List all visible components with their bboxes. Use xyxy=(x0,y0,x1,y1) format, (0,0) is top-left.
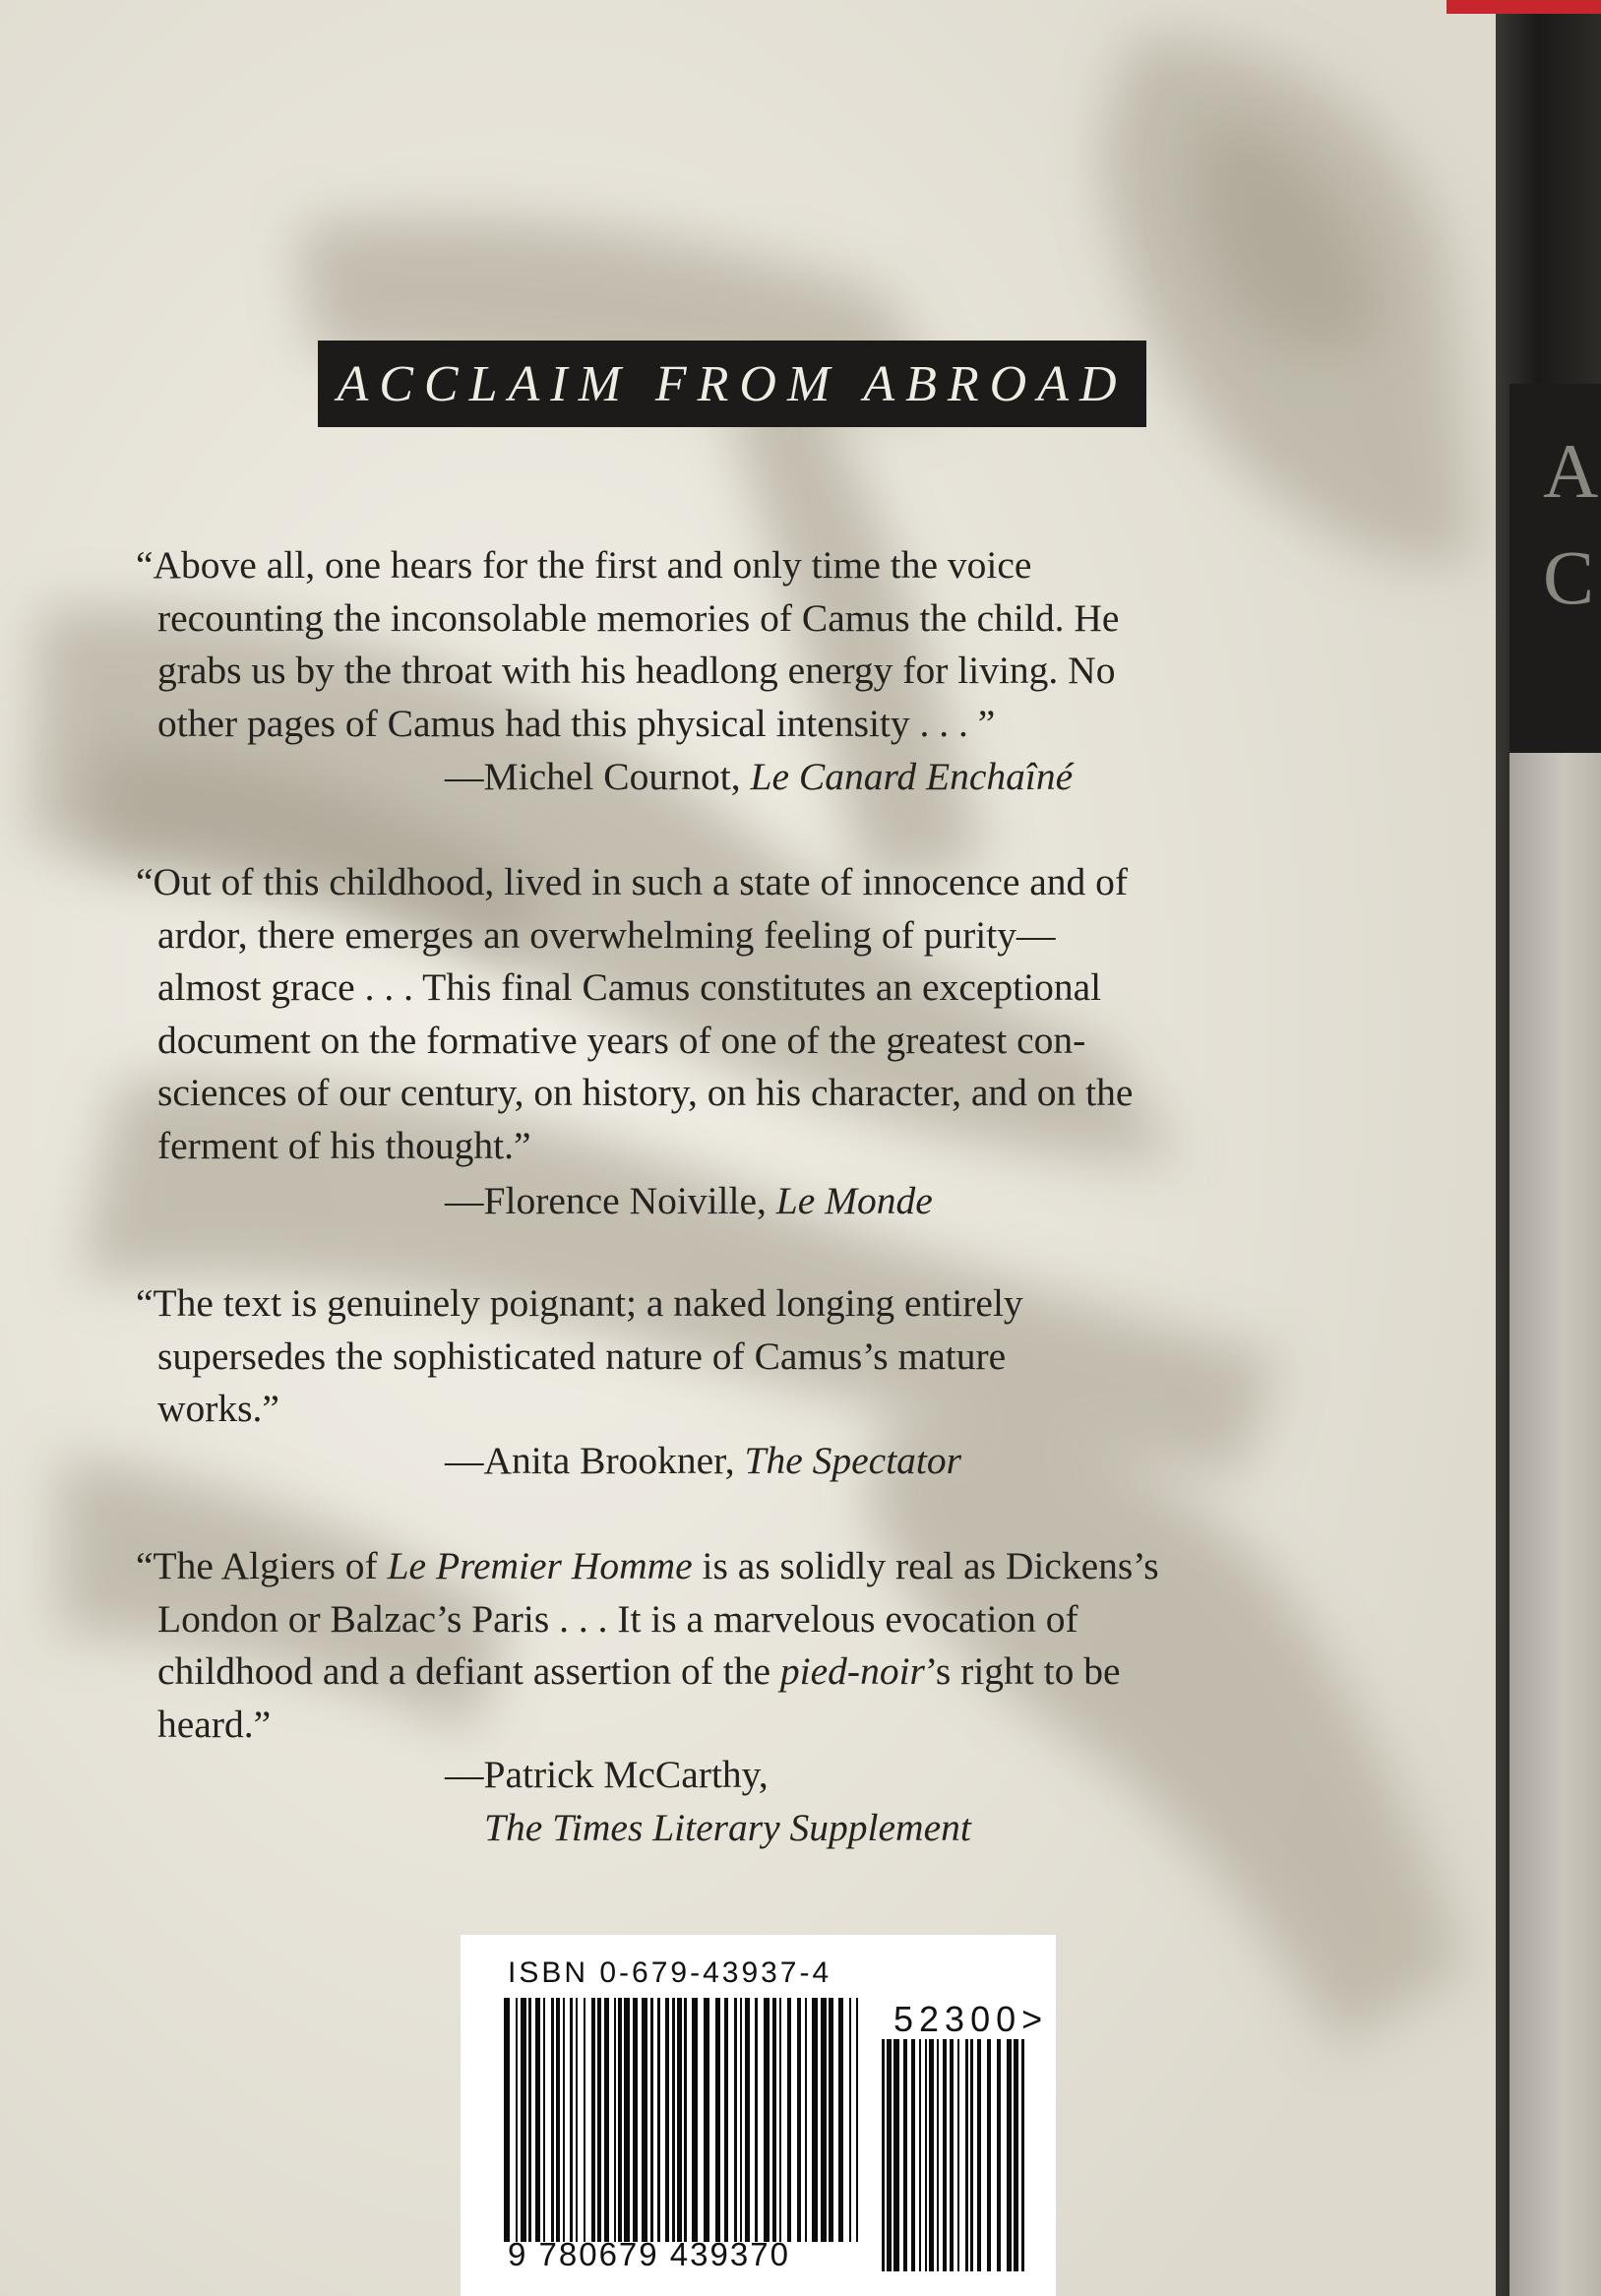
barcode-bar xyxy=(1007,2039,1012,2271)
barcode-bar xyxy=(903,2039,907,2271)
barcode-bar xyxy=(543,1998,545,2242)
quote-term-italic: pied-noir xyxy=(779,1649,925,1693)
attribution-publication: The Spectator xyxy=(744,1439,962,1482)
quote-line: sciences of our century, on history, on his character, and on the xyxy=(157,1071,1134,1114)
barcode-bar xyxy=(672,1998,675,2242)
barcode-bar xyxy=(919,2039,921,2271)
barcode-bar xyxy=(812,1998,818,2242)
barcode-bar xyxy=(929,2039,934,2271)
barcode-bar xyxy=(772,1998,776,2242)
barcode-bar xyxy=(570,1998,573,2242)
barcode-bar xyxy=(829,1998,833,2242)
barcode-bar xyxy=(779,1998,781,2242)
barcode-bar xyxy=(977,2039,981,2271)
barcode-bar xyxy=(987,2039,991,2271)
barcode-bar xyxy=(965,2039,968,2271)
attribution-author: —Michel Cournot, xyxy=(445,755,741,798)
barcode-bar xyxy=(805,1998,807,2242)
quote-cournot xyxy=(136,539,1385,750)
quote-line: “Out of this childhood, lived in such a state of innocence and of xyxy=(136,860,1129,903)
spine-top-stripe xyxy=(1447,0,1601,14)
barcode-bar xyxy=(584,1998,585,2242)
barcode-bar xyxy=(943,2039,947,2271)
barcode-bar xyxy=(604,1998,609,2242)
quote-line-segment: is as solidly real as Dickens’s xyxy=(702,1544,1159,1587)
barcode-bar xyxy=(911,2039,915,2271)
attribution-brookner xyxy=(445,1435,961,1488)
barcode-bar xyxy=(1021,2039,1024,2271)
barcode-bar xyxy=(957,2039,959,2271)
attribution-author: —Anita Brookner, xyxy=(445,1439,735,1482)
barcode-bar xyxy=(618,1998,622,2242)
barcode-bar xyxy=(715,1998,720,2242)
acclaim-banner xyxy=(318,341,1146,427)
barcode-bar xyxy=(633,1998,638,2242)
price-barcode-bars xyxy=(882,2039,1025,2271)
quote-line: grabs us by the throat with his headlong energy for living. No xyxy=(157,649,1116,692)
quote-title-italic: Le Premier Homme xyxy=(387,1544,693,1587)
barcode-bar xyxy=(950,2039,954,2271)
attribution-author: —Florence Noiville, xyxy=(445,1179,767,1222)
barcode-bar xyxy=(882,2039,885,2271)
barcode-bar xyxy=(677,1998,682,2242)
ean-barcode-bars xyxy=(504,1998,862,2242)
price-code: 52300> xyxy=(893,1999,1049,2039)
quote-line: ferment of his thought.” xyxy=(157,1123,531,1167)
attribution-noiville xyxy=(445,1175,933,1228)
barcode-bar xyxy=(650,1998,653,2242)
barcode-bar xyxy=(516,1998,518,2242)
isbn-text: ISBN 0-679-43937-4 xyxy=(508,1956,832,1989)
attribution-publication: The Times Literary Supplement xyxy=(484,1805,971,1849)
quote-line: other pages of Camus had this physical intensity . . . ” xyxy=(157,701,996,745)
quote-line: document on the formative years of one of the greatest con- xyxy=(157,1018,1086,1062)
attribution-mccarthy xyxy=(445,1749,971,1854)
barcode-bar xyxy=(642,1998,647,2242)
barcode-bar xyxy=(657,1998,660,2242)
quote-line: works.” xyxy=(157,1387,279,1430)
spine-gray-area xyxy=(1509,753,1601,2296)
barcode-bar xyxy=(745,1998,750,2242)
barcode-bar xyxy=(504,1998,510,2242)
barcode-bar xyxy=(787,1998,791,2242)
barcode-bar xyxy=(614,1998,616,2242)
banner-title: ACCLAIM FROM ABROAD xyxy=(337,355,1128,412)
quote-line: recounting the inconsolable memories of Camus the child. He xyxy=(157,595,1120,640)
barcode-bar xyxy=(937,2039,939,2271)
barcode-bar xyxy=(563,1998,565,2242)
barcode-bar xyxy=(849,1998,851,2242)
barcode-bar xyxy=(521,1998,526,2242)
quote-line-segment: childhood and a defiant assertion of the xyxy=(157,1649,771,1693)
barcode-bar xyxy=(893,2039,899,2271)
barcode-label xyxy=(461,1935,1056,2296)
quote-line: supersedes the sophisticated nature of Camus’s mature xyxy=(157,1334,1007,1378)
barcode-bar xyxy=(597,1998,601,2242)
attribution-cournot xyxy=(445,751,1073,804)
spine-letter: A xyxy=(1543,428,1599,514)
barcode-bar xyxy=(740,1998,742,2242)
barcode-bar xyxy=(1014,2039,1018,2271)
barcode-bar xyxy=(724,1998,728,2242)
barcode-bar xyxy=(591,1998,595,2242)
barcode-bar xyxy=(528,1998,531,2242)
barcode-bar xyxy=(692,1998,698,2242)
barcode-bar xyxy=(556,1998,560,2242)
attribution-author: —Patrick McCarthy, xyxy=(445,1753,769,1796)
barcode-bar xyxy=(704,1998,709,2242)
barcode-bar xyxy=(755,1998,758,2242)
barcode-bar xyxy=(821,1998,827,2242)
barcode-bar xyxy=(576,1998,578,2242)
barcode-bar xyxy=(887,2039,892,2271)
quote-line: “The text is genuinely poignant; a naked longing entirely xyxy=(136,1281,1023,1325)
quote-line-segment: ’s right to be xyxy=(924,1649,1121,1693)
quote-line: London or Balzac’s Paris . . . It is a marvelous evocation of xyxy=(157,1596,1078,1641)
quote-brookner xyxy=(136,1277,1385,1436)
quote-line: “Above all, one hears for the first and only time the voice xyxy=(136,543,1032,587)
quote-line: heard.” xyxy=(157,1702,272,1746)
barcode-bar xyxy=(838,1998,843,2242)
spine-letter: C xyxy=(1543,534,1595,620)
barcode-bar xyxy=(970,2039,973,2271)
barcode-bar xyxy=(797,1998,801,2242)
quote-line: almost grace . . . This final Camus constitutes an exceptional xyxy=(157,965,1102,1009)
barcode-bar xyxy=(684,1998,687,2242)
barcode-bar xyxy=(665,1998,669,2242)
quote-line-segment: “The Algiers of xyxy=(136,1544,378,1587)
quote-noiville xyxy=(136,856,1385,1172)
ean-digits: 9 780679 439370 xyxy=(508,2236,790,2272)
barcode-bar xyxy=(535,1998,540,2242)
barcode-bar xyxy=(856,1998,858,2242)
barcode-bar xyxy=(551,1998,554,2242)
barcode-bar xyxy=(764,1998,770,2242)
attribution-publication: Le Monde xyxy=(775,1179,933,1222)
barcode-bar xyxy=(925,2039,927,2271)
barcode-bar xyxy=(734,1998,737,2242)
barcode-bar xyxy=(624,1998,630,2242)
quote-mccarthy xyxy=(136,1540,1385,1751)
quote-line: ardor, there emerges an overwhelming feeling of purity— xyxy=(157,912,1056,957)
attribution-publication: Le Canard Enchaîné xyxy=(750,755,1074,798)
barcode-bar xyxy=(997,2039,1001,2271)
